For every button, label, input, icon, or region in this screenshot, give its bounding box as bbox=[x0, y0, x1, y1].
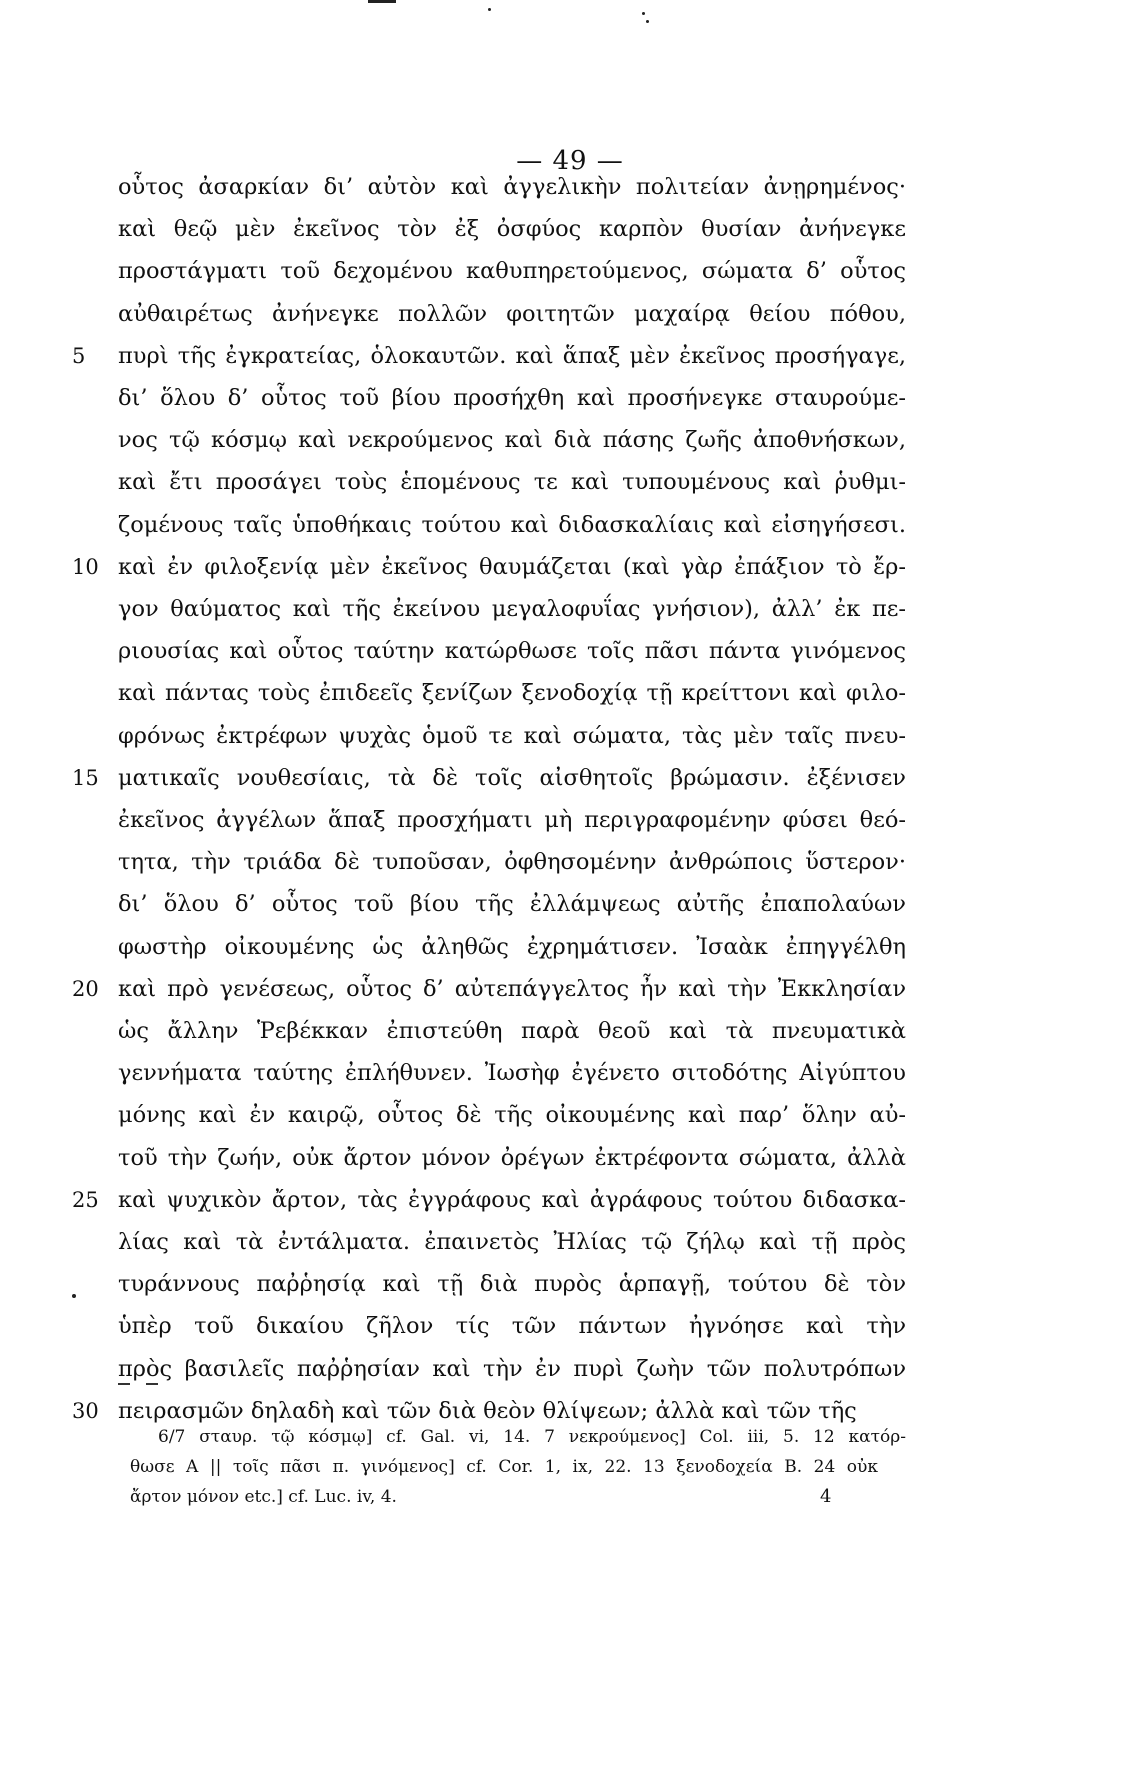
text-line: φρόνως ἐκτρέφων ψυχὰς ὁμοῦ τε καὶ σώματα, τὰς μὲν ταῖς πνευ- bbox=[118, 722, 906, 749]
scan-speck bbox=[72, 1294, 76, 1298]
text-line: ἐκεῖνος ἀγγέλων ἅπαξ προσχήματι μὴ περιγραφομένην φύσει θεό- bbox=[118, 807, 906, 833]
text-line: μόνης καὶ ἐν καιρῷ, οὗτος δὲ τῆς οἰκουμένης καὶ παρ’ ὅλην αὐ- bbox=[118, 1102, 906, 1129]
line-number: 20 bbox=[72, 976, 99, 1001]
scan-speck bbox=[642, 12, 645, 15]
text-line: νος τῷ κόσμῳ καὶ νεκρούμενος καὶ διὰ πάσης ζωῆς ἀποθνήσκων, bbox=[118, 427, 906, 454]
line-number: 30 bbox=[72, 1398, 99, 1423]
text-line: γον θαύματος καὶ τῆς ἐκείνου μεγαλοφυΐας γνήσιον), ἀλλ’ ἐκ πε- bbox=[118, 596, 906, 622]
text-line: οὗτος ἀσαρκίαν δι’ αὐτὸν καὶ ἀγγελικὴν πολιτείαν ἀνῃρημένος· bbox=[118, 174, 906, 200]
signature-mark: 4 bbox=[820, 1486, 832, 1507]
text-line: καὶ θεῷ μὲν ἐκεῖνος τὸν ἐξ ὀσφύος καρπὸν θυσίαν ἀνήνεγκε bbox=[118, 216, 906, 243]
line-number: 10 bbox=[72, 554, 99, 579]
text-line: ὡς ἄλλην Ῥεβέκκαν ἐπιστεύθη παρὰ θεοῦ καὶ τὰ πνευματικὰ bbox=[118, 1018, 906, 1044]
text-line: πυρὶ τῆς ἐγκρατείας, ὁλοκαυτῶν. καὶ ἅπαξ μὲν ἐκεῖνος προσήγαγε, bbox=[118, 342, 906, 369]
text-line: ματικαῖς νουθεσίαις, τὰ δὲ τοῖς αἰσθητοῖς βρώμασιν. ἐξένισεν bbox=[118, 764, 906, 791]
footnote-rule bbox=[146, 1383, 158, 1385]
text-line: τητα, τὴν τριάδα δὲ τυποῦσαν, ὀφθησομένην ἀνθρώποις ὕστερον· bbox=[118, 849, 906, 876]
footnote-line: θωσε A || τοῖς πᾶσι π. γινόμενος] cf. Cor. 1, ix, 22. 13 ξενοδοχεία B. 24 οὐκ bbox=[130, 1457, 878, 1477]
line-number: 5 bbox=[72, 343, 86, 368]
footnote-line: ἄρτον μόνον etc.] cf. Luc. iv, 4. bbox=[130, 1487, 397, 1507]
scan-speck bbox=[646, 20, 649, 23]
footnote-rule bbox=[118, 1383, 130, 1385]
text-line: καὶ ἐν φιλοξενίᾳ μὲν ἐκεῖνος θαυμάζεται (καὶ γὰρ ἐπάξιον τὸ ἔρ- bbox=[118, 553, 906, 580]
text-line: λίας καὶ τὰ ἐντάλματα. ἐπαινετὸς Ἠλίας τῷ ζήλῳ καὶ τῇ πρὸς bbox=[118, 1229, 906, 1255]
text-line: γεννήματα ταύτης ἐπλήθυνεν. Ἰωσὴφ ἐγένετο σιτοδότης Αἰγύπτου bbox=[118, 1060, 906, 1087]
text-line: δι’ ὅλου δ’ οὗτος τοῦ βίου προσήχθη καὶ προσήνεγκε σταυρούμε- bbox=[118, 385, 906, 411]
text-line: φωστὴρ οἰκουμένης ὡς ἀληθῶς ἐχρημάτισεν. Ἰσαὰκ ἐπηγγέλθη bbox=[118, 933, 906, 960]
text-line: τυράννους παῤῥησίᾳ καὶ τῇ διὰ πυρὸς ἁρπαγῇ, τούτου δὲ τὸν bbox=[118, 1271, 906, 1298]
text-line: καὶ πρὸ γενέσεως, οὗτος δ’ αὐτεπάγγελτος ἦν καὶ τὴν Ἐκκλησίαν bbox=[118, 975, 906, 1002]
line-number: 25 bbox=[72, 1187, 99, 1212]
page-number: — 49 — bbox=[516, 146, 624, 176]
scan-speck bbox=[488, 8, 491, 11]
text-line: ζομένους ταῖς ὑποθήκαις τούτου καὶ διδασκαλίαις καὶ εἰσηγήσεσι. bbox=[118, 511, 906, 538]
text-line: καὶ ἔτι προσάγει τοὺς ἑπομένους τε καὶ τυπουμένους καὶ ῥυθμι- bbox=[118, 469, 906, 496]
footnote-line: 6/7 σταυρ. τῷ κόσμῳ] cf. Gal. vi, 14. 7 νεκρούμενος] Col. iii, 5. 12 κατόρ- bbox=[158, 1427, 906, 1447]
text-line: προστάγματι τοῦ δεχομένου καθυπηρετούμενος, σώματα δ’ οὗτος bbox=[118, 258, 906, 285]
text-line: αὐθαιρέτως ἀνήνεγκε πολλῶν φοιτητῶν μαχαίρᾳ θείου πόθου, bbox=[118, 300, 906, 327]
text-line: καὶ πάντας τοὺς ἐπιδεεῖς ξενίζων ξενοδοχίᾳ τῇ κρείττονι καὶ φιλο- bbox=[118, 680, 906, 707]
scan-mark bbox=[368, 0, 396, 3]
text-line: καὶ ψυχικὸν ἄρτον, τὰς ἐγγράφους καὶ ἀγράφους τούτου διδασκα- bbox=[118, 1186, 906, 1213]
text-line: δι’ ὅλου δ’ οὗτος τοῦ βίου τῆς ἐλλάμψεως αὐτῆς ἐπαπολαύων bbox=[118, 891, 906, 918]
text-line: τοῦ τὴν ζωήν, οὐκ ἄρτον μόνον ὀρέγων ἐκτρέφοντα σώματα, ἀλλὰ bbox=[118, 1144, 906, 1171]
text-line: ὑπὲρ τοῦ δικαίου ζῆλον τίς τῶν πάντων ἠγνόησε καὶ τὴν bbox=[118, 1313, 906, 1340]
text-line: ριουσίας καὶ οὗτος ταύτην κατώρθωσε τοῖς πᾶσι πάντα γινόμενος bbox=[118, 638, 906, 665]
line-number: 15 bbox=[72, 765, 99, 790]
text-line: πειρασμῶν δηλαδὴ καὶ τῶν διὰ θεὸν θλίψεων; ἀλλὰ καὶ τῶν τῆς bbox=[118, 1397, 857, 1424]
text-line: πρὸς βασιλεῖς παῤῥησίαν καὶ τὴν ἐν πυρὶ ζωὴν τῶν πολυτρόπων bbox=[118, 1355, 906, 1382]
